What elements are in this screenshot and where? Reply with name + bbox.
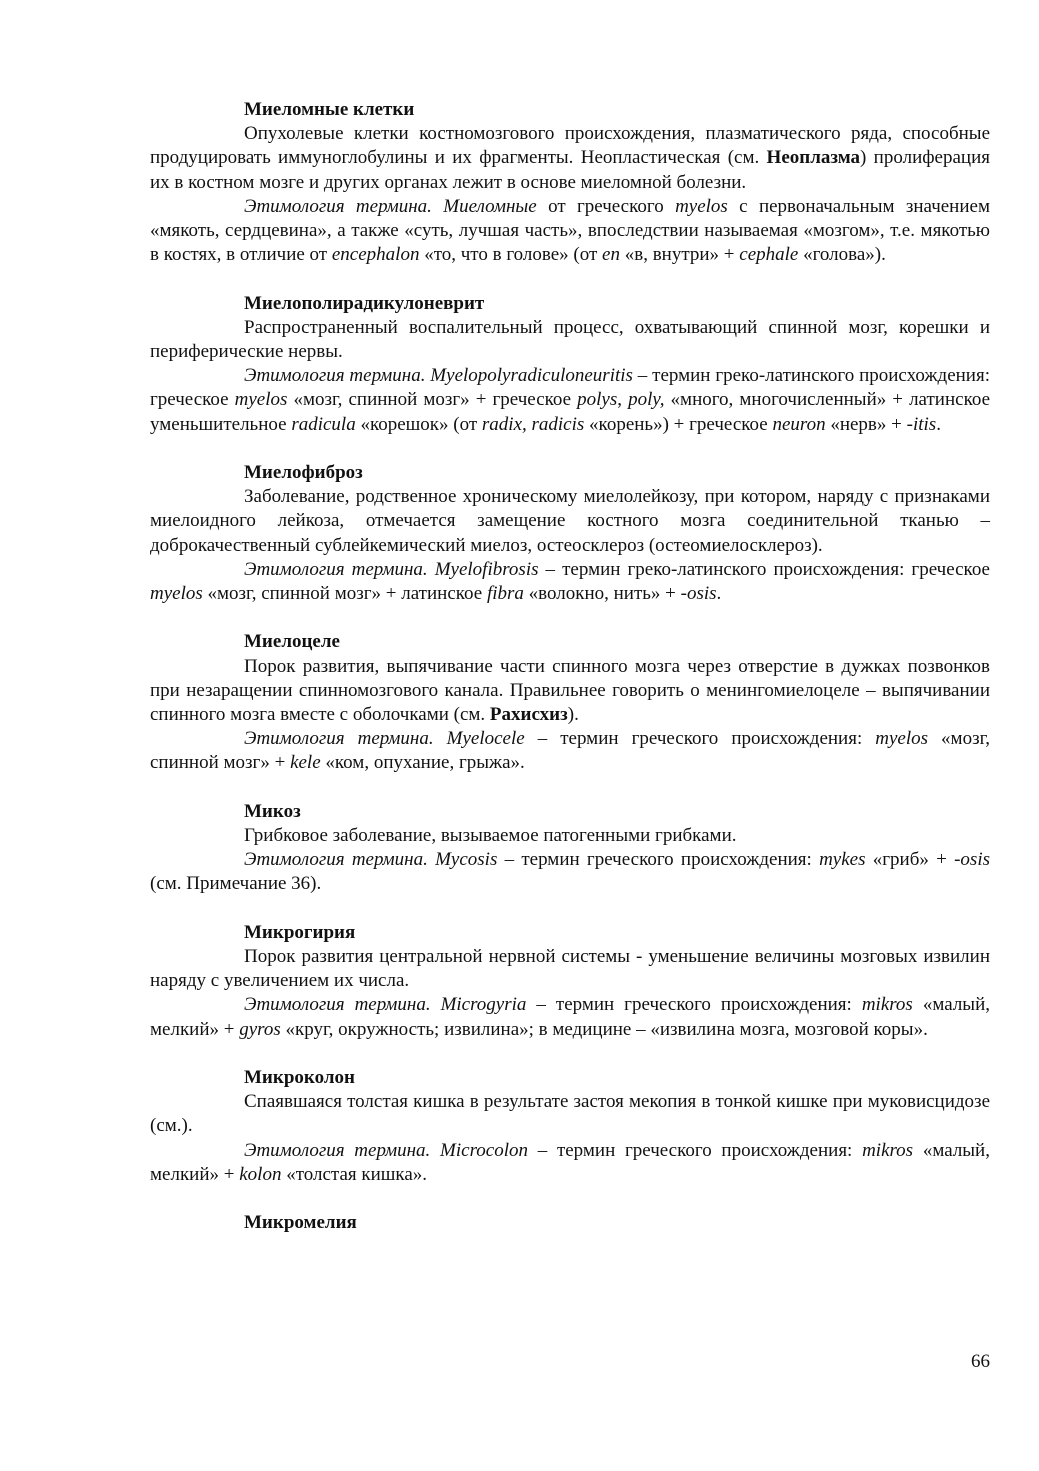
entry-etymology [150,558,990,606]
entry-definition [150,316,990,364]
text-run: radix, radicis [481,413,585,435]
text-run: poly, [628,389,665,411]
dictionary-entry [150,800,990,897]
text-run: «мозг, спинной мозг» + греческое [287,389,578,411]
text-run: radicula [291,413,356,435]
text-run: Этимология термина. Microcolon [244,1139,528,1161]
text-run: «мозг, спинной мозг» + латинское [202,583,487,605]
entry-term: Микоз [244,800,301,822]
dictionary-entry [150,98,990,267]
entry-etymology [150,848,990,896]
dictionary-content [150,98,990,1260]
text-run: myelos [234,389,288,411]
text-run: myelos [875,728,929,750]
text-run: «нерв» + [825,413,907,435]
text-run: Опухолевые клетки костномозгового происхождения, плазматического ряда, способные продуцировать иммуноглобулины и их фрагменты. Неопластическая (см. [150,123,990,169]
text-run: – термин греческого происхождения: [526,994,862,1016]
text-run: -osis [680,583,717,605]
text-run: «круг, окружность; извилина»; в медицине – «извилина мозга, мозговой коры». [280,1018,928,1040]
text-run: (см. Примечание 36). [150,873,322,895]
entry-term: Миелофиброз [244,462,363,484]
text-run: – термин греческого происхождения: [497,849,820,871]
text-run: «то, что в голове» (от [419,244,603,266]
entry-etymology [150,727,990,775]
dictionary-entry [150,1066,990,1187]
text-run: encephalon [331,244,420,266]
text-run: gyros [239,1018,281,1040]
entry-definition [150,824,990,848]
text-run: Грибковое заболевание, вызываемое патогенными грибками. [244,825,737,847]
text-run: , [617,389,629,411]
text-run: «волокно, нить» + [523,583,681,605]
text-run: kele [290,752,321,774]
text-run: polys [577,389,618,411]
page-number: 66 [971,1351,990,1372]
entry-etymology [150,195,990,268]
text-run: mikros [861,994,913,1016]
text-run: «корешок» (от [355,413,482,435]
text-run: mikros [862,1139,914,1161]
dictionary-entry [150,292,990,437]
text-run: myelos [675,195,728,217]
text-run: neuron [772,413,826,435]
entry-etymology [150,1139,990,1187]
text-run: «в, внутри» + [619,244,740,266]
text-run: -itis [906,413,937,435]
text-run: Неоплазма [766,147,861,169]
text-run: ). [567,704,579,726]
text-run: Этимология термина. Миеломные [244,195,537,217]
entry-term: Миелоцеле [244,631,340,653]
text-run: Порок развития, выпячивание части спинного мозга через отверстие в дужках позвонков при незаращении спинномозгового канала. Правильнее говорить о менингомиелоцеле – выпячивании спинного мозга вместе с оболочками (см. [150,655,990,726]
text-run: Этимология термина. Microgyria [244,994,527,1016]
text-run: «малый, мелкий» + [150,1139,990,1185]
text-run: – термин греческого происхождения: [527,1139,863,1161]
text-run: «корень») + греческое [584,413,773,435]
text-run: Спаявшаяся толстая кишка в результате застоя мекопия в тонкой кишке при муковисцидозе (см.). [150,1091,990,1137]
text-run: «мозг, спинной мозг» + [150,728,990,774]
entry-term: Миелополирадикулоневрит [244,292,485,314]
entry-term: Микромелия [244,1212,357,1234]
entry-definition [150,485,990,558]
text-run: kolon [239,1163,282,1185]
text-run: mykes [819,849,866,871]
entry-definition [150,655,990,728]
dictionary-entry [150,461,990,606]
text-run: с первоначальным значением «мякоть, сердцевина», а также «суть, лучшая часть», впоследствии называемая «мозгом», т.е. мякотью в костях, в отличие от [150,195,990,266]
text-run: Распространенный воспалительный процесс, охватывающий спинной мозг, корешки и периферические нервы. [150,316,990,363]
dictionary-entry [150,1211,990,1235]
dictionary-entry [150,921,990,1042]
text-run: «ком, опухание, грыжа». [320,752,525,774]
text-run: – термин греко-латинского происхождения: греческое [150,365,990,411]
text-run: cephale [739,244,799,266]
text-run: «голова»). [798,244,886,266]
text-run: . [716,583,722,605]
entry-etymology [150,364,990,437]
entry-term: Микроколон [244,1067,355,1089]
text-run: Этимология термина. Myelocele [244,728,525,750]
entry-definition [150,122,990,195]
text-run: myelos [150,583,203,605]
entry-etymology [150,993,990,1041]
text-run: – термин греческого происхождения: [524,728,876,750]
text-run: «гриб» + [865,849,955,871]
text-run: Этимология термина. Myelofibrosis [244,558,539,580]
dictionary-entry [150,630,990,775]
text-run: Этимология термина. Mycosis [244,849,498,871]
text-run: Заболевание, родственное хроническому миелолейкозу, при котором, наряду с признаками миелоидного лейкоза, отмечается замещение костного мозга соединительной тканью – доброкачественный сублейкемический миелоз, остеосклероз (остеомиелосклероз). [150,486,990,556]
entry-definition [150,1090,990,1138]
text-run: fibra [486,583,524,605]
entry-definition [150,945,990,993]
text-run: от греческого [536,195,676,217]
entry-term: Миеломные клетки [244,99,415,120]
text-run: «много, многочисленный» + латинское уменьшительное [150,389,991,435]
text-run: Порок развития центральной нервной системы - уменьшение величины мозговых извилин наряду с увеличением их числа. [150,946,990,992]
entry-term: Микрогирия [244,921,356,943]
text-run: en [602,244,620,266]
text-run: – термин греко-латинского происхождения: греческое [538,558,990,580]
text-run: . [936,413,941,435]
text-run: Этимология термина. Myelopolyradiculoneuritis [244,365,633,387]
text-run: «толстая кишка». [281,1163,428,1185]
text-run: «малый, мелкий» + [150,994,990,1040]
text-run: -osis [954,849,990,871]
text-run: Рахисхиз [489,704,568,726]
text-run: ) пролиферация их в костном мозге и других органах лежит в основе миеломной болезни. [150,147,990,193]
